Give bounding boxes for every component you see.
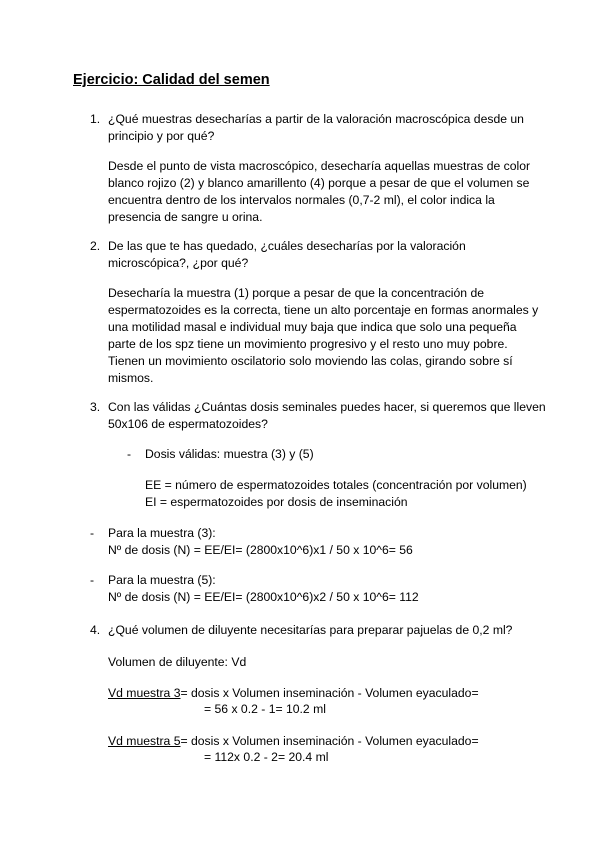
definition-ei: EI = espermatozoides por dosis de inseminación <box>145 495 408 509</box>
vd-sample5-expression: = dosis x Volumen inseminación - Volumen eyaculado= <box>180 734 479 748</box>
page-title: Ejercicio: Calidad del semen <box>73 72 270 88</box>
q2-answer <box>108 285 538 387</box>
q3-question-line: 50x106 de espermatozoides? <box>108 417 268 431</box>
q2-answer-line: Desecharía la muestra (1) porque a pesar de que la concentración de <box>108 286 485 300</box>
q1-answer-line: Desde el punto de vista macroscópico, desecharía aquellas muestras de color <box>108 159 531 173</box>
sample3-block <box>108 525 538 559</box>
q3-question <box>108 399 546 433</box>
q1-answer <box>108 158 538 226</box>
q1-question-line: ¿Qué muestras desecharías a partir de la valoración macroscópica desde un <box>108 112 524 126</box>
sample5-dash: - <box>90 573 95 587</box>
q2-answer-line: parte de los spz tiene un movimiento progresivo y el resto uno muy pobre. <box>108 337 508 351</box>
q3-question-line: Con las válidas ¿Cuántas dosis seminales puedes hacer, si queremos que lleven <box>108 400 546 414</box>
sample3-calc: Nº de dosis (N) = EE/EI= (2800x10^6)x1 / 50 x 10^6= 56 <box>108 543 413 557</box>
valid-samples: Dosis válidas: muestra (3) y (5) <box>145 447 314 461</box>
sample5-calc: Nº de dosis (N) = EE/EI= (2800x10^6)x2 / 50 x 10^6= 112 <box>108 590 419 604</box>
q4-question: ¿Qué volumen de diluyente necesitarías para preparar pajuelas de 0,2 ml? <box>108 623 513 637</box>
bullet-dash: - <box>127 447 132 461</box>
vd-sample3-label: Vd muestra 3 <box>108 686 181 700</box>
vd-sample5-result: = 112x 0.2 - 2= 20.4 ml <box>204 750 329 764</box>
sample3-dash: - <box>90 526 95 540</box>
q2-question-line: De las que te has quedado, ¿cuáles desecharías por la valoración <box>108 239 466 253</box>
sample5-block <box>108 572 538 606</box>
q2-answer-line: Tienen un movimiento oscilatorio solo moviendo las colas, girando sobre sí <box>108 354 513 368</box>
q2-question <box>108 238 538 272</box>
diluent-volume: Volumen de diluyente: Vd <box>108 655 247 669</box>
definitions <box>145 477 527 511</box>
q2-number: 2. <box>90 239 101 253</box>
q3-number: 3. <box>90 400 101 414</box>
q1-question <box>108 111 538 145</box>
q2-answer-line: espermatozoides es la correcta, tiene un alto porcentaje en formas anormales y <box>108 303 539 317</box>
sample3-label: Para la muestra (3): <box>108 526 216 540</box>
q2-question-line: microscópica?, ¿por qué? <box>108 256 249 270</box>
vd-sample5-formula <box>108 733 538 750</box>
q1-answer-line: presencia de sangre u orina. <box>108 210 263 224</box>
q1-number: 1. <box>90 112 101 126</box>
vd-sample5-label: Vd muestra 5 <box>108 734 181 748</box>
sample5-label: Para la muestra (5): <box>108 573 216 587</box>
q4-number: 4. <box>90 623 101 637</box>
vd-sample3-expression: = dosis x Volumen inseminación - Volumen eyaculado= <box>180 686 479 700</box>
q1-answer-line: blanco rojizo (2) y blanco amarillento (4) porque a pesar de que el volumen se <box>108 176 530 190</box>
definition-ee: EE = número de espermatozoides totales (concentración por volumen) <box>145 478 527 492</box>
q2-answer-line: una motilidad masal e individual muy baja que indica que solo una pequeña <box>108 320 517 334</box>
q2-answer-line: mismos. <box>108 371 154 385</box>
vd-sample3-formula <box>108 685 538 702</box>
vd-sample3-result: = 56 x 0.2 - 1= 10.2 ml <box>204 702 326 716</box>
q1-question-line: principio y por qué? <box>108 129 215 143</box>
q1-answer-line: encuentra dentro de los intervalos normales (0,7-2 ml), el color indica la <box>108 193 495 207</box>
